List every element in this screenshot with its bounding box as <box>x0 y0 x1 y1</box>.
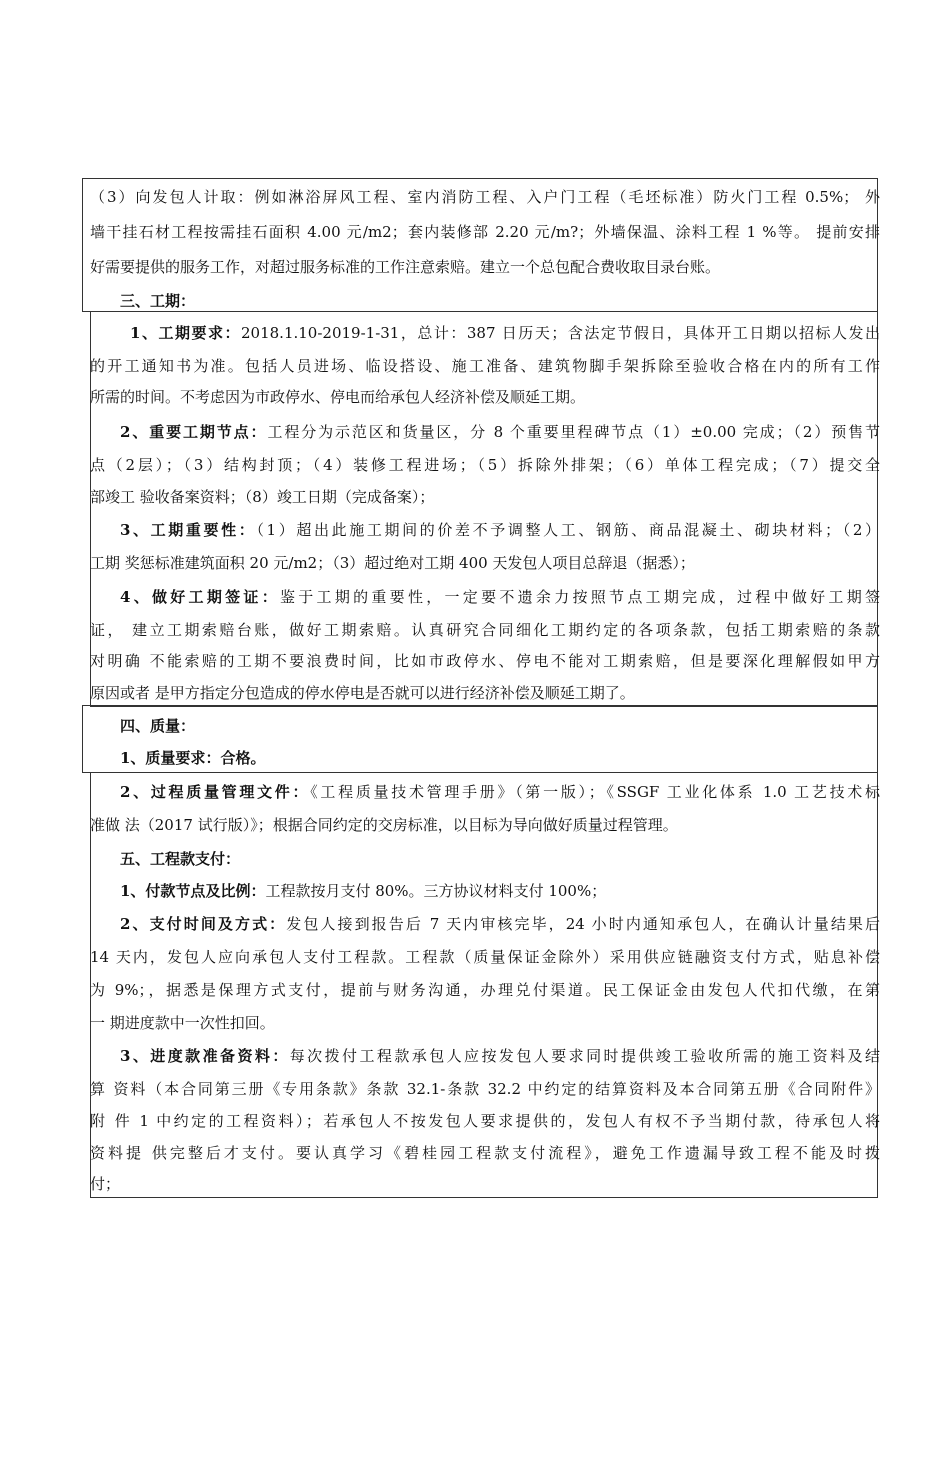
paragraph-line: 为 9%；，据悉是保理方式支付，提前与财务沟通，办理兑付渠道。民工保证金由发包人代扣代缴，在第 <box>90 981 880 999</box>
paragraph-line: 部竣工 验收备案资料；（8）竣工日期（完成备案）； <box>90 488 435 506</box>
item-text: 鉴于工期的重要性，一定要不遗余力按照节点工期完成，过程中做好工期签 <box>279 588 880 606</box>
item-label: 2、过程质量管理文件： <box>120 783 311 801</box>
paragraph-line <box>90 1046 880 1066</box>
paragraph-line: 证， 建立工期索赔台账，做好工期索赔。认真研究合同细化工期约定的各项条款，包括工期索赔的条款 <box>90 621 880 639</box>
paragraph-line: 算 资料（本合同第三册《专用条款》条款 32.1-条款 32.2 中约定的结算资料及本合同第五册《合同附件》 <box>90 1080 880 1098</box>
quality-requirement: 1、质量要求：合格。 <box>120 749 266 767</box>
paragraph-line: 一 期进度款中一次性扣回。 <box>90 1014 275 1032</box>
paragraph-line <box>90 422 880 442</box>
paragraph-line <box>90 587 880 607</box>
item-text: 工程分为示范区和货量区，分 8 个重要里程碑节点（1）±0.00 完成；（2）预售节 <box>267 423 880 441</box>
paragraph-line <box>90 323 880 343</box>
paragraph-line: 对明确 不能索赔的工期不要浪费时间，比如市政停水、停电不能对工期索赔，但是要深化理解假如甲方 <box>90 652 880 670</box>
item-label: 3、工期重要性： <box>120 521 257 539</box>
section-heading-quality: 四、质量： <box>120 717 196 735</box>
paragraph-line <box>90 881 880 901</box>
paragraph-line: （3）向发包人计取：例如淋浴屏风工程、室内消防工程、入户门工程（毛坯标准）防火门工程 0.5%； 外 <box>90 188 880 206</box>
item-label: 2、支付时间及方式： <box>120 915 287 933</box>
paragraph-line: 工期 奖惩标准建筑面积 20 元/m2；（3）超过绝对工期 400 天发包人项目总辞退（据悉）； <box>90 554 695 572</box>
item-label: 2、重要工期节点： <box>120 423 268 441</box>
item-label: 1、工期要求： <box>130 324 241 342</box>
paragraph-line <box>90 520 880 540</box>
paragraph-line: 墙干挂石材工程按需挂石面积 4.00 元/m2；套内装修部 2.20 元/m?；外墙保温、涂料工程 1 %等。 提前安排 <box>90 223 880 241</box>
item-label: 1、付款节点及比例： <box>120 882 266 900</box>
item-text: 《工程质量技术管理手册》（第一版）；《SSGF 工业化体系 1.0 工艺技术标 <box>310 783 880 801</box>
paragraph-line: 付； <box>90 1175 121 1193</box>
paragraph-line: 资料提 供完整后才支付。要认真学习《碧桂园工程款支付流程》，避免工作遗漏导致工程不能及时拨 <box>90 1144 880 1162</box>
paragraph-line: 所需的时间。不考虑因为市政停水、停电而给承包人经济补偿及顺延工期。 <box>90 388 586 406</box>
paragraph-line <box>90 782 880 802</box>
section-heading-payment: 五、工程款支付： <box>120 850 241 868</box>
item-text: 2018.1.10-2019-1-31，总计：387 日历天；含法定节假日，具体开工日期以招标人发出 <box>241 324 880 342</box>
item-text: （1）超出此施工期间的价差不予调整人工、钢筋、商品混凝土、砌块材料；（2） <box>256 521 880 539</box>
item-text: 发包人接到报告后 7 天内审核完毕，24 小时内通知承包人，在确认计量结果后 <box>286 915 880 933</box>
paragraph-line: 好需要提供的服务工作，对超过服务标准的工作注意索赔。建立一个总包配合费收取目录台账。 <box>90 258 721 276</box>
paragraph-line: 的开工通知书为准。包括人员进场、临设搭设、施工准备、建筑物脚手架拆除至验收合格在内的所有工作 <box>90 357 880 375</box>
paragraph-line: 附 件 1 中约定的工程资料）；若承包人不按发包人要求提供的，发包人有权不予当期付款，待承包人将 <box>90 1112 880 1130</box>
paragraph-line: 点（2层）；（3）结构封顶；（4）装修工程进场；（5）拆除外排架；（6）单体工程完成；（7）提交全 <box>90 456 880 474</box>
paragraph-line <box>90 914 880 934</box>
item-text: 每次拨付工程款承包人应按发包人要求同时提供竣工验收所需的施工资料及结 <box>289 1047 880 1065</box>
item-text: 工程款按月支付 80%。三方协议材料支付 100%； <box>265 882 607 900</box>
paragraph-line: 14 天内，发包人应向承包人支付工程款。工程款（质量保证金除外）采用供应链融资支付方式，贴息补偿 <box>90 948 880 966</box>
paragraph-line: 原因或者 是甲方指定分包造成的停水停电是否就可以进行经济补偿及顺延工期了。 <box>90 684 635 702</box>
section-heading-schedule: 三、工期： <box>120 292 196 310</box>
item-label: 3、进度款准备资料： <box>120 1047 290 1065</box>
paragraph-line: 准做 法（2017 试行版）》；根据合同约定的交房标准，以目标为导向做好质量过程管理。 <box>90 816 678 834</box>
item-label: 4、做好工期签证： <box>120 588 280 606</box>
